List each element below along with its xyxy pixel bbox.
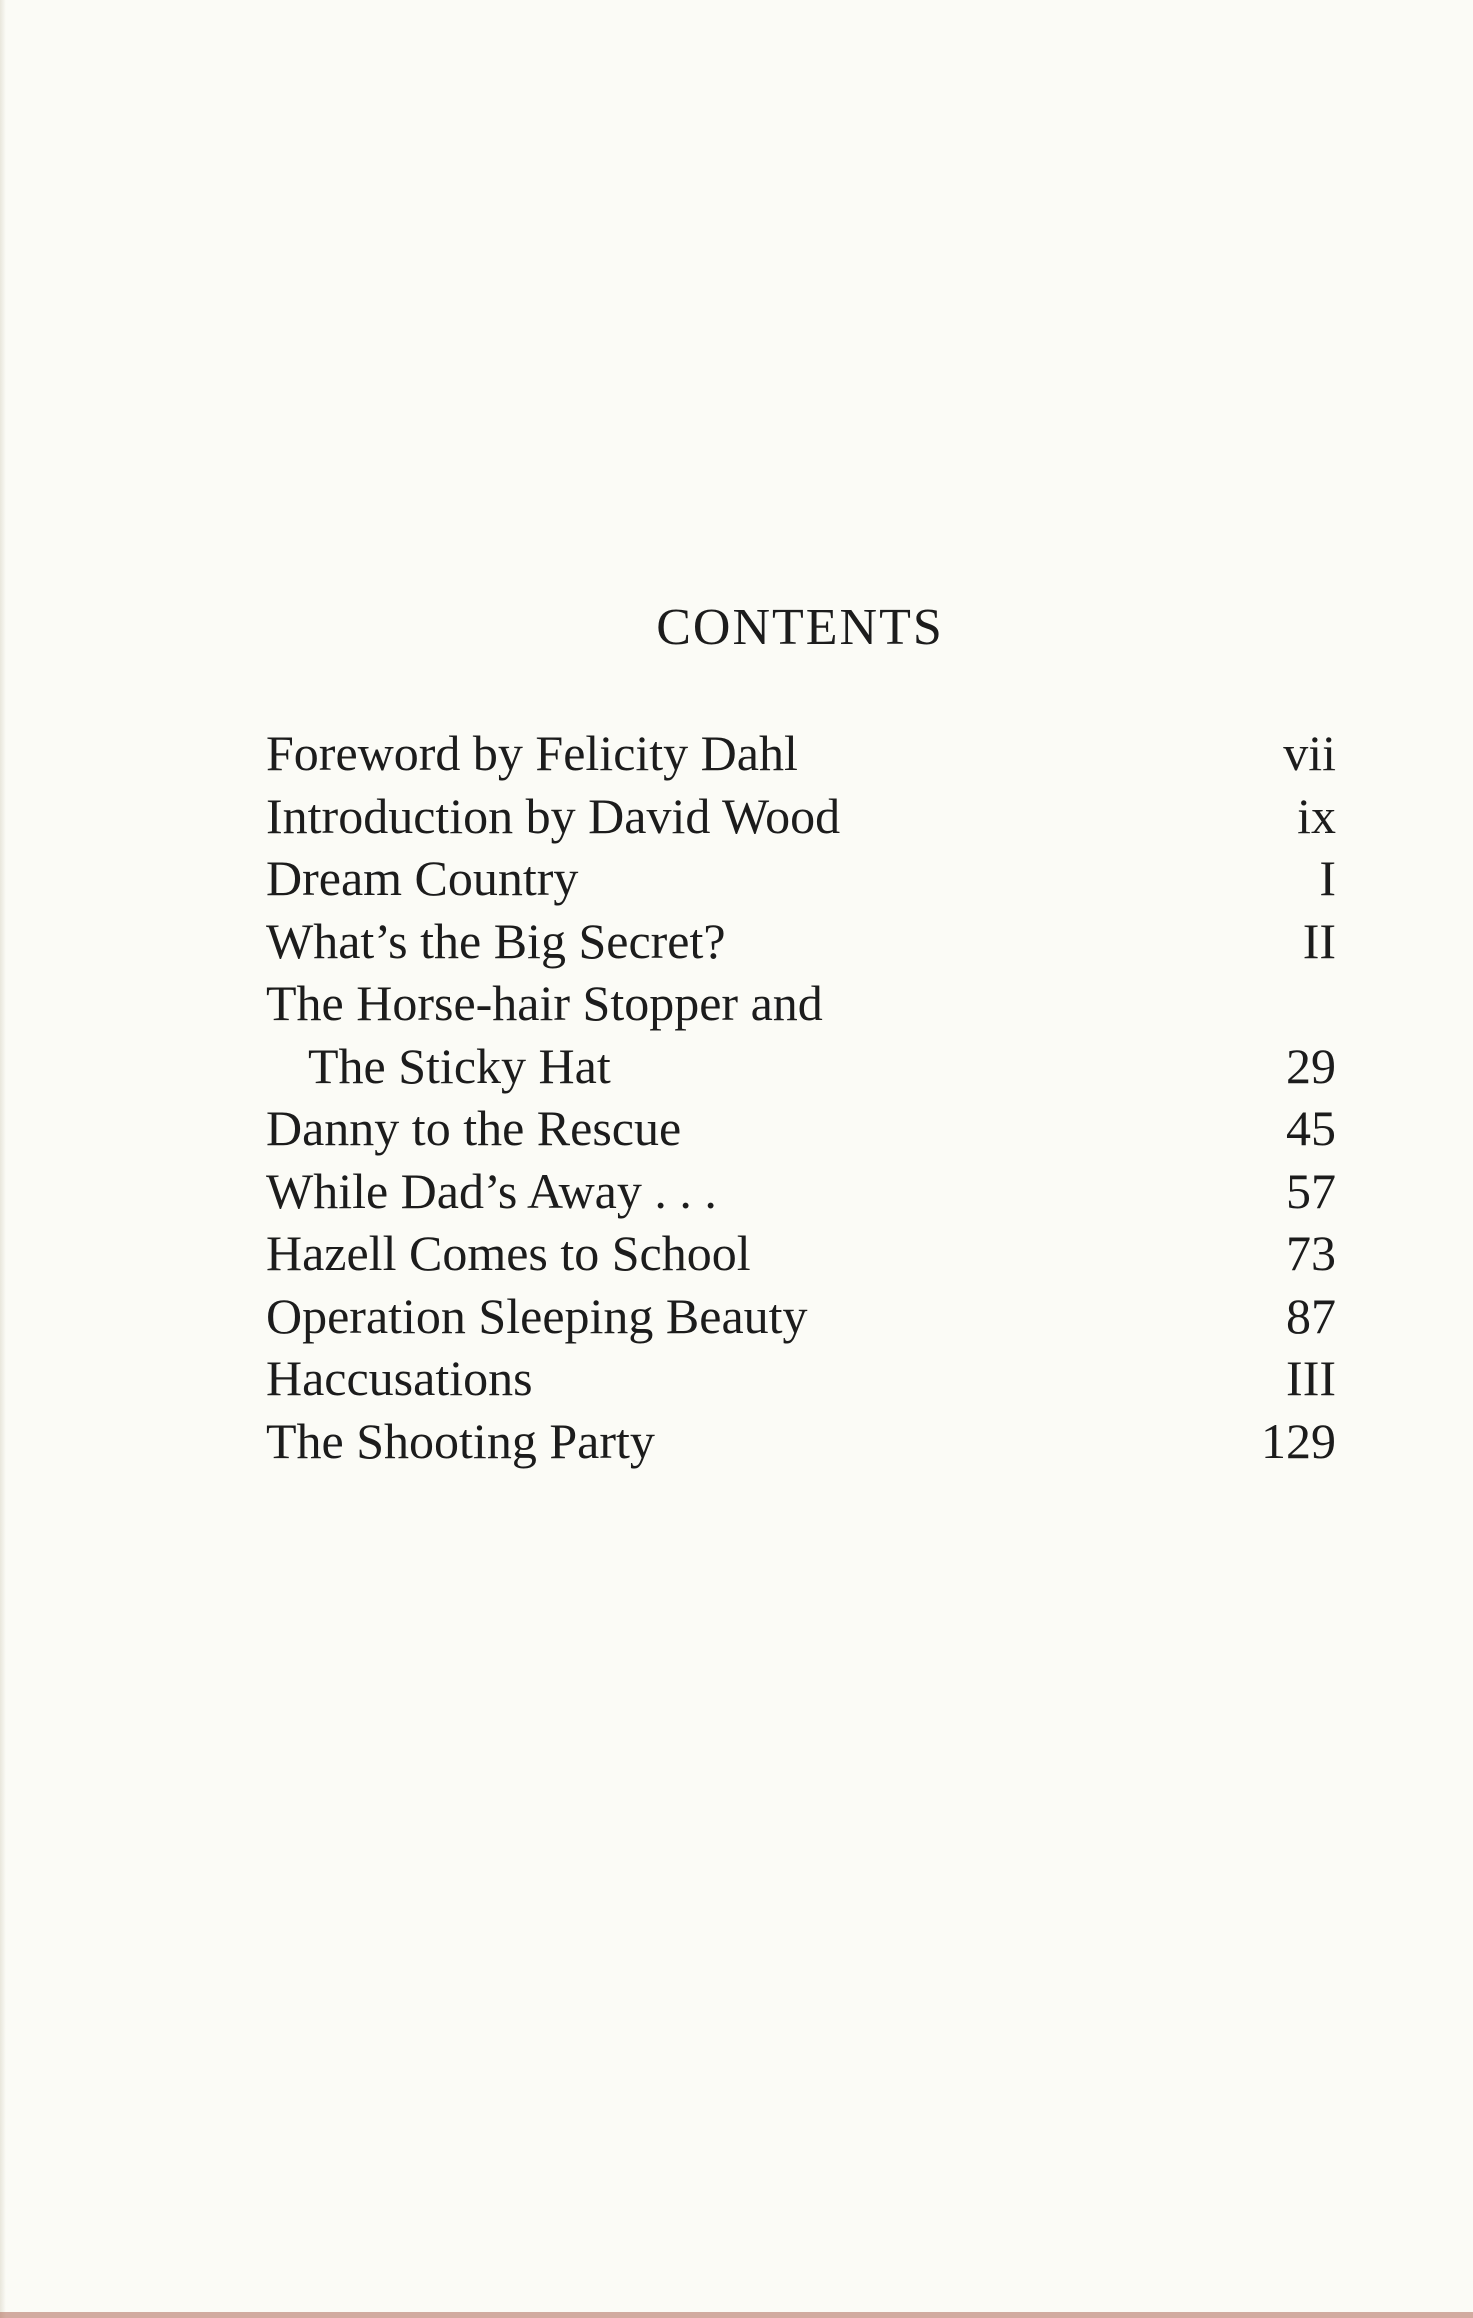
toc-entry-page: I bbox=[1319, 850, 1336, 906]
toc-entry-title: The Shooting Party bbox=[266, 1412, 655, 1469]
toc-entry-page: 29 bbox=[1286, 1037, 1336, 1094]
toc-entry-page: 57 bbox=[1286, 1162, 1336, 1219]
scan-edge-left bbox=[0, 0, 6, 2318]
toc-entry bbox=[266, 1410, 1336, 1473]
table-of-contents bbox=[266, 722, 1336, 1472]
toc-entry-title: Haccusations bbox=[266, 1350, 533, 1406]
toc-entry bbox=[266, 910, 1336, 973]
scan-edge-bottom bbox=[0, 2312, 1473, 2318]
toc-entry bbox=[266, 1160, 1336, 1223]
toc-entry-page: vii bbox=[1283, 725, 1336, 781]
toc-entry-title: Operation Sleeping Beauty bbox=[266, 1287, 808, 1344]
toc-entry bbox=[266, 1285, 1336, 1348]
toc-entry bbox=[266, 1035, 1336, 1098]
toc-entry-page: ix bbox=[1297, 787, 1336, 844]
toc-entry bbox=[266, 785, 1336, 848]
toc-entry-page: 87 bbox=[1286, 1287, 1336, 1344]
toc-entry-title: The Sticky Hat bbox=[308, 1037, 611, 1094]
contents-heading: CONTENTS bbox=[656, 599, 944, 656]
toc-entry-title: What’s the Big Secret? bbox=[266, 912, 726, 969]
toc-entry-page: II bbox=[1302, 912, 1336, 969]
toc-entry-page: III bbox=[1286, 1350, 1336, 1406]
toc-entry bbox=[266, 1222, 1336, 1285]
toc-entry-title: Introduction by David Wood bbox=[266, 787, 841, 844]
toc-entry bbox=[266, 847, 1336, 910]
toc-entry-page: 73 bbox=[1286, 1225, 1336, 1281]
toc-entry-title: Danny to the Rescue bbox=[266, 1100, 682, 1156]
toc-entry-page: 129 bbox=[1261, 1412, 1336, 1469]
toc-entry-title: Hazell Comes to School bbox=[266, 1225, 751, 1281]
toc-entry bbox=[266, 972, 1336, 1035]
toc-entry bbox=[266, 1097, 1336, 1160]
toc-entry bbox=[266, 722, 1336, 785]
toc-entry bbox=[266, 1347, 1336, 1410]
toc-entry-title: Dream Country bbox=[266, 850, 579, 906]
toc-entry-title: Foreword by Felicity Dahl bbox=[266, 725, 798, 781]
toc-entry-title: While Dad’s Away . . . bbox=[266, 1162, 717, 1219]
toc-entry-page: 45 bbox=[1286, 1100, 1336, 1156]
toc-entry-title: The Horse-hair Stopper and bbox=[266, 975, 823, 1031]
